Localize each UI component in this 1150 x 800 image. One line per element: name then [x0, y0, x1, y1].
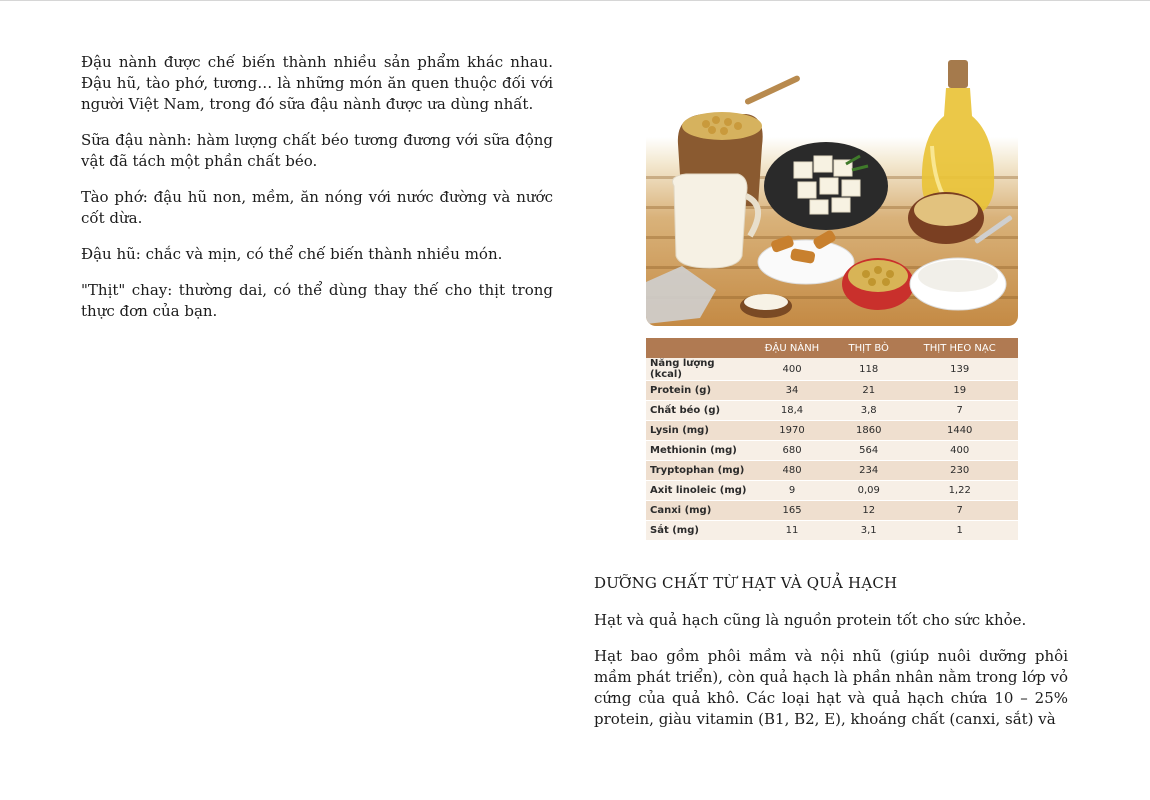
table-row — [646, 358, 1018, 381]
table-cell: 400 — [901, 441, 1018, 461]
table-cell: 1440 — [901, 421, 1018, 441]
table-header-cell: THỊT BÒ — [836, 338, 901, 358]
table-cell: 1860 — [836, 421, 901, 441]
row-label: Methionin (mg) — [646, 441, 748, 461]
table-cell: 7 — [901, 401, 1018, 421]
paragraph-tofu: Đậu hũ: chắc và mịn, có thể chế biến thành nhiều món. — [81, 245, 503, 263]
paragraph-nuts-intro: Hạt và quả hạch cũng là nguồn protein tốt cho sức khỏe. — [594, 611, 1027, 629]
soy-products-photo — [646, 56, 1018, 326]
table-cell: 1,22 — [901, 481, 1018, 501]
paragraph-soy-milk: Sữa đậu nành: hàm lượng chất béo tương đương với sữa động vật đã tách một phần chất béo. — [81, 131, 553, 170]
table-cell: 564 — [836, 441, 901, 461]
section-heading: DƯỠNG CHẤT TỪ HẠT VÀ QUẢ HẠCH — [594, 574, 898, 592]
table-cell: 7 — [901, 501, 1018, 521]
table-cell: 0,09 — [836, 481, 901, 501]
paragraph-tao-pho: Tào phớ: đậu hũ non, mềm, ăn nóng với nước đường và nước cốt dừa. — [81, 188, 553, 227]
nutrition-comparison-table — [646, 338, 1018, 541]
row-label: Axit linoleic (mg) — [646, 481, 748, 501]
right-column — [594, 572, 1068, 745]
row-label: Tryptophan (mg) — [646, 461, 748, 481]
table-cell: 11 — [748, 521, 836, 541]
table-row — [646, 381, 1018, 401]
table-cell: 680 — [748, 441, 836, 461]
table-cell: 139 — [901, 358, 1018, 381]
table-row — [646, 461, 1018, 481]
table-header-cell: THỊT HEO NẠC — [901, 338, 1018, 358]
table-cell: 118 — [836, 358, 901, 381]
table-cell: 3,8 — [836, 401, 901, 421]
row-label: Sắt (mg) — [646, 521, 748, 541]
row-label: Năng lượng (kcal) — [646, 358, 748, 381]
table-row — [646, 481, 1018, 501]
table-cell: 234 — [836, 461, 901, 481]
paragraph-intro: Đậu nành được chế biến thành nhiều sản phẩm khác nhau. Đậu hũ, tào phớ, tương… là những món ăn quen thuộc đối với người Việt Nam, trong đó sữa đậu nành được ưa dùng nhất. — [81, 53, 553, 113]
row-label: Canxi (mg) — [646, 501, 748, 521]
row-label: Protein (g) — [646, 381, 748, 401]
table-row — [646, 441, 1018, 461]
row-label: Chất béo (g) — [646, 401, 748, 421]
soy-products-illustration — [646, 56, 1018, 326]
table-cell: 400 — [748, 358, 836, 381]
table-cell: 19 — [901, 381, 1018, 401]
table-header-cell: ĐẬU NÀNH — [748, 338, 836, 358]
table-cell: 21 — [836, 381, 901, 401]
table-row — [646, 501, 1018, 521]
page-top-border — [0, 0, 1150, 1]
table-row — [646, 401, 1018, 421]
table-header-row — [646, 338, 1018, 358]
row-label: Lysin (mg) — [646, 421, 748, 441]
table-cell: 9 — [748, 481, 836, 501]
table-cell: 34 — [748, 381, 836, 401]
table-cell: 3,1 — [836, 521, 901, 541]
table-cell: 1970 — [748, 421, 836, 441]
table-cell: 480 — [748, 461, 836, 481]
table-cell: 165 — [748, 501, 836, 521]
table-cell: 1 — [901, 521, 1018, 541]
table-row — [646, 421, 1018, 441]
left-column — [81, 52, 553, 337]
table-cell: 12 — [836, 501, 901, 521]
table-cell: 18,4 — [748, 401, 836, 421]
table-cell: 230 — [901, 461, 1018, 481]
table-row — [646, 521, 1018, 541]
paragraph-nuts-detail: Hạt bao gồm phôi mầm và nội nhũ (giúp nuôi dưỡng phôi mầm phát triển), còn quả hạch là phần nhân nằm trong lớp vỏ cứng của quả khô. Các loại hạt và quả hạch chứa 10 – 25% protein, giàu vitamin (B1, B2, E), khoáng chất (canxi, sắt) và — [594, 647, 1068, 728]
paragraph-vegan-meat: "Thịt" chay: thường dai, có thể dùng thay thế cho thịt trong thực đơn của bạn. — [81, 281, 553, 320]
table-header-cell — [646, 338, 748, 358]
